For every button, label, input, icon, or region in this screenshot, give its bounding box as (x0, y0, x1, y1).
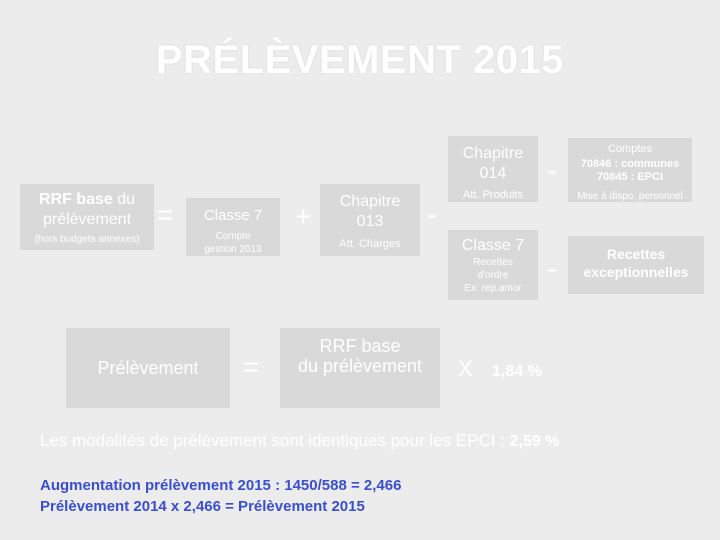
comptes-line3: Mise à dispo. personnel (577, 191, 683, 202)
chapitre013-label: Chapitre 013 (339, 193, 401, 230)
comptes-box (568, 138, 692, 202)
epci-note-text: Les modalités de prélèvement sont identiques pour les EPCI : (40, 431, 510, 450)
plus-operator: + (294, 201, 312, 232)
epci-note (40, 430, 559, 453)
rrf-base-note: (hors budgets annexes) (34, 234, 140, 245)
calc-line-2: Prélèvement 2014 x 2,466 = Prélèvement 2015 (40, 498, 365, 515)
classe7-recettes-box (448, 230, 538, 300)
rrf-base-rest: du prélèvement (42, 191, 136, 228)
calc-line-1: Augmentation prélèvement 2015 : 1450/588 = 2,466 (40, 477, 402, 494)
rrf-base-box-2 (280, 328, 440, 408)
classe7-recettes-note1: Recettes (473, 257, 513, 268)
chapitre014-label: Chapitre 014 (462, 145, 524, 182)
chapitre014-box (448, 136, 538, 202)
classe7-note: Compte gestion 2013 (204, 231, 262, 255)
equals-operator-2: = (242, 351, 260, 382)
page-title: PRÉLÈVEMENT 2015 (155, 38, 565, 82)
chapitre013-note: Att. Charges (339, 238, 401, 250)
equals-operator: = (156, 199, 174, 230)
classe7-box (186, 198, 280, 256)
epci-note-rate: 2,59 % (509, 433, 560, 450)
chapitre014-note: Att. Produits (463, 189, 523, 201)
minus-operator-2: - (547, 155, 557, 186)
rate-value: 1,84 % (492, 363, 542, 380)
comptes-title: Comptes (607, 143, 653, 155)
prelevement-label: Prélèvement (97, 358, 199, 378)
minus-operator-3: - (547, 253, 557, 284)
rrf-base-box (20, 184, 154, 250)
classe7-label: Classe 7 (203, 207, 263, 224)
classe7-recettes-note3: Ex: rep.amor (464, 283, 522, 294)
recettes-exceptionnelles-label: Recettes exceptionnelles (583, 246, 689, 280)
comptes-line2: 70845 : EPCI (596, 171, 664, 183)
recettes-exceptionnelles-box (568, 236, 704, 294)
rrf-base-label (20, 190, 154, 230)
minus-operator-1: - (427, 199, 437, 230)
times-operator: X (458, 356, 473, 381)
rrf-base-2-line2: du prélèvement (297, 356, 423, 376)
classe7-recettes-note2: d'ordre (477, 270, 509, 281)
chapitre013-box (320, 184, 420, 256)
classe7-recettes-label: Classe 7 (461, 237, 525, 254)
rrf-base-2-line1: RRF base (319, 336, 401, 356)
prelevement-box (66, 328, 230, 408)
rrf-base-bold: RRF base (38, 191, 113, 208)
comptes-line1: 70846 : communes (580, 158, 680, 170)
